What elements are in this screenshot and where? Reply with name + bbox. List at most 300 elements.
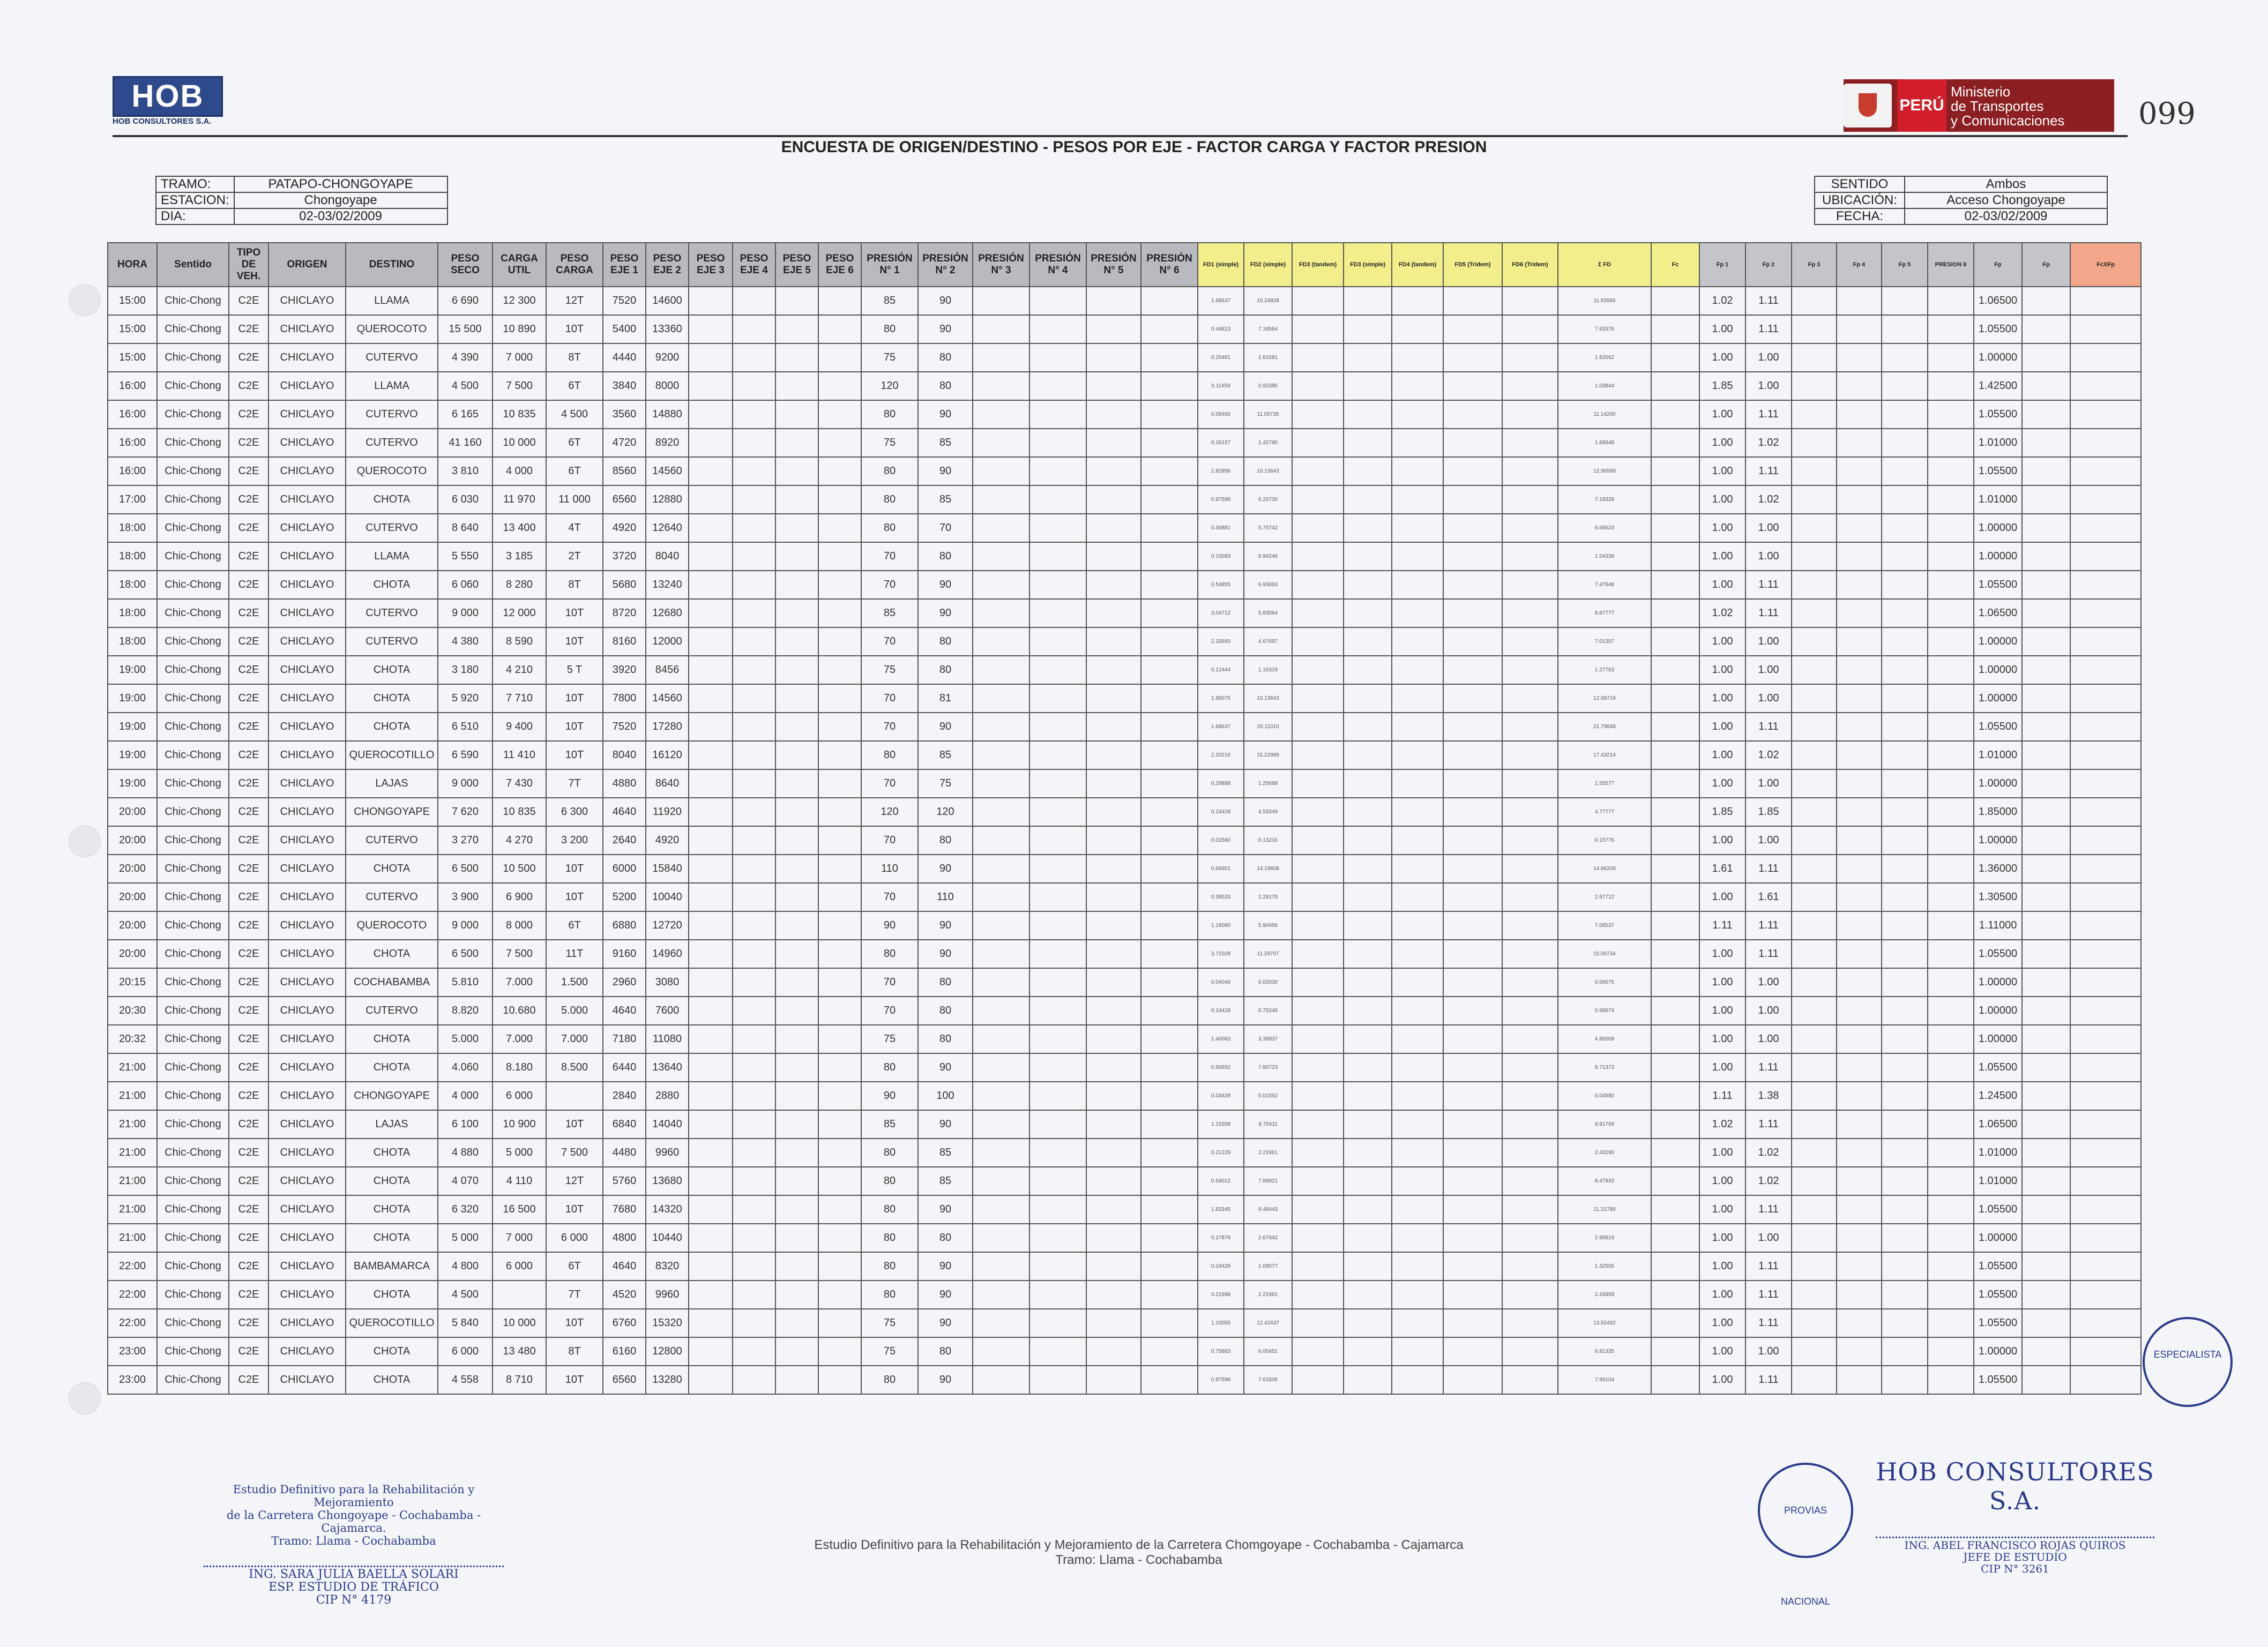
table-cell — [2070, 1366, 2141, 1394]
table-cell — [1292, 1167, 1344, 1195]
table-cell: 1.00 — [1745, 656, 1792, 684]
table-cell: 6 690 — [438, 287, 493, 315]
table-row — [108, 343, 2141, 372]
table-cell: 10 000 — [493, 429, 546, 457]
table-cell: 90 — [861, 1082, 918, 1110]
table-cell — [1792, 684, 1837, 713]
table-cell: 1.85000 — [1974, 798, 2022, 826]
table-cell: C2E — [229, 457, 268, 485]
table-cell — [775, 1025, 818, 1053]
table-cell — [973, 485, 1029, 514]
table-cell: 9 000 — [438, 769, 493, 798]
table-cell: 1.11 — [1745, 400, 1792, 429]
table-cell — [1392, 1053, 1443, 1082]
table-cell — [818, 599, 861, 627]
table-cell: QUEROCOTILLO — [346, 741, 438, 769]
table-cell — [1928, 485, 1974, 514]
column-header: PRESIÓN N° 6 — [1141, 243, 1198, 287]
table-cell — [1882, 1224, 1928, 1252]
table-cell — [1928, 343, 1974, 372]
table-cell — [1928, 883, 1974, 911]
table-cell — [689, 1195, 733, 1224]
table-cell — [1792, 798, 1837, 826]
table-cell: 1.05500 — [1974, 1053, 2022, 1082]
table-cell: COCHABAMBA — [346, 968, 438, 997]
table-cell — [818, 855, 861, 883]
table-cell — [1792, 457, 1837, 485]
table-cell: 1.15358 — [1198, 1110, 1244, 1139]
table-cell — [2070, 571, 2141, 599]
table-row — [108, 571, 2141, 599]
column-header: FD4 (tandem) — [1392, 243, 1443, 287]
table-cell: 6 030 — [438, 485, 493, 514]
table-cell — [973, 1281, 1029, 1309]
table-cell — [1882, 514, 1928, 542]
table-cell: 1.05500 — [1974, 1252, 2022, 1281]
table-cell: 7680 — [603, 1195, 646, 1224]
table-cell: 1.00 — [1745, 968, 1792, 997]
table-cell — [733, 1252, 775, 1281]
table-cell — [973, 1110, 1029, 1139]
table-cell: 16:00 — [108, 400, 157, 429]
table-cell — [1882, 1082, 1928, 1110]
table-cell — [1141, 514, 1198, 542]
table-cell: 3720 — [603, 542, 646, 571]
table-cell: CUTERVO — [346, 627, 438, 656]
table-cell — [1502, 684, 1558, 713]
signature-line: JEFE DE ESTUDIO — [1963, 1551, 2067, 1563]
table-cell — [775, 1309, 818, 1337]
table-cell — [1882, 798, 1928, 826]
footer-left-block — [204, 1483, 504, 1607]
table-cell: CHICLAYO — [268, 627, 346, 656]
column-header: PRESIÓN N° 2 — [918, 243, 973, 287]
table-cell: 90 — [918, 940, 973, 968]
table-cell — [1882, 1337, 1928, 1366]
table-cell: C2E — [229, 911, 268, 940]
table-cell — [1141, 798, 1198, 826]
table-cell — [1837, 457, 1882, 485]
footer-line: Estudio Definitivo para la Rehabilitación y Mejoramiento de la Carretera Chomgoyape - Cochabamba - Cajamarca — [814, 1538, 1464, 1552]
table-cell — [1928, 911, 1974, 940]
table-cell: 1.00000 — [1974, 656, 2022, 684]
table-cell: 5.810 — [438, 968, 493, 997]
table-cell — [733, 741, 775, 769]
table-cell: 14320 — [646, 1195, 689, 1224]
table-cell — [1837, 400, 1882, 429]
table-cell: 6 320 — [438, 1195, 493, 1224]
table-cell — [2070, 883, 2141, 911]
table-cell: 6 000 — [493, 1082, 546, 1110]
table-cell: QUEROCOTILLO — [346, 1309, 438, 1337]
table-cell: 9 400 — [493, 713, 546, 741]
column-header: PRESIÓN N° 1 — [861, 243, 918, 287]
table-cell — [733, 599, 775, 627]
table-cell: 2.43190 — [1558, 1139, 1651, 1167]
table-cell — [733, 684, 775, 713]
table-cell — [973, 287, 1029, 315]
table-cell: 10 500 — [493, 855, 546, 883]
table-cell: 4 270 — [493, 826, 546, 855]
table-cell: 18:00 — [108, 599, 157, 627]
table-cell: 120 — [861, 798, 918, 826]
table-cell: 6880 — [603, 911, 646, 940]
table-cell: 80 — [918, 343, 973, 372]
table-cell: 6.20730 — [1244, 485, 1292, 514]
table-cell: 12 300 — [493, 287, 546, 315]
table-cell — [1837, 1025, 1882, 1053]
table-cell: 11.05735 — [1244, 400, 1292, 429]
table-cell: 90 — [918, 713, 973, 741]
table-cell — [1029, 1224, 1086, 1252]
table-cell — [1837, 997, 1882, 1025]
table-cell — [689, 542, 733, 571]
table-cell — [775, 713, 818, 741]
table-cell — [1882, 485, 1928, 514]
info-value: Acceso Chongoyape — [1905, 192, 2107, 208]
table-cell — [973, 343, 1029, 372]
table-cell — [733, 1110, 775, 1139]
table-cell — [1292, 1110, 1344, 1139]
table-row — [108, 485, 2141, 514]
table-cell: CHICLAYO — [268, 1053, 346, 1082]
table-cell — [1651, 826, 1699, 855]
table-cell — [2022, 940, 2070, 968]
table-cell — [1292, 997, 1344, 1025]
table-cell — [1928, 1139, 1974, 1167]
table-cell — [2070, 997, 2141, 1025]
table-cell — [1502, 826, 1558, 855]
table-cell — [689, 1281, 733, 1309]
table-cell: 7.18328 — [1558, 485, 1651, 514]
table-cell — [1651, 287, 1699, 315]
table-cell — [775, 940, 818, 968]
table-cell — [1392, 1309, 1443, 1337]
table-cell: 1.27763 — [1558, 656, 1651, 684]
table-cell: CHICLAYO — [268, 287, 346, 315]
table-cell: CUTERVO — [346, 400, 438, 429]
table-cell — [1029, 1082, 1086, 1110]
table-cell: 2.82956 — [1198, 457, 1244, 485]
table-cell: 1.00 — [1699, 542, 1745, 571]
table-cell — [2070, 855, 2141, 883]
column-header: ORIGEN — [268, 243, 346, 287]
table-cell — [1141, 1110, 1198, 1139]
table-cell: 1.02 — [1745, 1167, 1792, 1195]
table-cell: 80 — [861, 1195, 918, 1224]
table-cell — [1792, 826, 1837, 855]
table-cell: 14560 — [646, 684, 689, 713]
table-row — [108, 656, 2141, 684]
table-cell: 15:00 — [108, 343, 157, 372]
table-cell: 12.08719 — [1558, 684, 1651, 713]
table-cell — [1443, 997, 1502, 1025]
table-cell — [1086, 1025, 1141, 1053]
table-cell: CHICLAYO — [268, 1224, 346, 1252]
table-cell — [1792, 1337, 1837, 1366]
table-cell — [1882, 571, 1928, 599]
table-cell — [1292, 485, 1344, 514]
table-cell: 20:15 — [108, 968, 157, 997]
table-cell: 0.38533 — [1198, 883, 1244, 911]
column-header: DESTINO — [346, 243, 438, 287]
table-cell: 110 — [861, 855, 918, 883]
table-cell: 13 400 — [493, 514, 546, 542]
column-header: FD6 (Tridem) — [1502, 243, 1558, 287]
table-cell — [733, 1309, 775, 1337]
table-cell — [1392, 1337, 1443, 1366]
table-cell — [818, 826, 861, 855]
table-cell: 80 — [861, 1281, 918, 1309]
table-cell: BAMBAMARCA — [346, 1252, 438, 1281]
table-cell: CHOTA — [346, 1167, 438, 1195]
table-cell — [1344, 315, 1392, 343]
table-cell: 5 T — [546, 656, 603, 684]
table-cell: 1.00 — [1699, 400, 1745, 429]
table-cell — [1837, 1281, 1882, 1309]
table-cell — [818, 1082, 861, 1110]
table-cell: CHICLAYO — [268, 883, 346, 911]
table-cell: 85 — [918, 1139, 973, 1167]
table-cell — [1086, 315, 1141, 343]
table-cell — [1344, 1139, 1392, 1167]
table-cell: 10T — [546, 684, 603, 713]
table-cell: 3 270 — [438, 826, 493, 855]
table-cell — [1837, 1337, 1882, 1366]
table-cell: 6T — [546, 372, 603, 400]
table-cell — [1392, 1082, 1443, 1110]
table-cell — [1086, 684, 1141, 713]
table-cell: 4880 — [603, 769, 646, 798]
table-cell — [1837, 514, 1882, 542]
table-cell — [1029, 485, 1086, 514]
table-cell — [1086, 1053, 1141, 1082]
table-cell: 1.06500 — [1974, 1110, 2022, 1139]
table-cell: CHICLAYO — [268, 400, 346, 429]
table-cell: 90 — [918, 287, 973, 315]
table-cell: 0.24428 — [1198, 997, 1244, 1025]
table-cell: 13360 — [646, 315, 689, 343]
table-cell: 8560 — [603, 457, 646, 485]
info-label: TRAMO: — [156, 176, 234, 192]
table-cell: 16:00 — [108, 372, 157, 400]
table-cell — [1029, 542, 1086, 571]
table-cell — [2070, 911, 2141, 940]
table-cell: QUEROCOTO — [346, 457, 438, 485]
table-cell: 1.05500 — [1974, 571, 2022, 599]
column-header: Fp 4 — [1837, 243, 1882, 287]
table-cell — [1392, 343, 1443, 372]
table-cell: 12720 — [646, 911, 689, 940]
table-cell — [2070, 400, 2141, 429]
table-cell — [1443, 1082, 1502, 1110]
table-cell: 1.08077 — [1244, 1252, 1292, 1281]
table-cell: CHOTA — [346, 656, 438, 684]
table-cell — [1882, 713, 1928, 741]
table-cell: 1.00000 — [1974, 769, 2022, 798]
table-row — [108, 911, 2141, 940]
table-cell: 0.24428 — [1198, 1252, 1244, 1281]
table-cell: 80 — [861, 315, 918, 343]
table-cell — [818, 1110, 861, 1139]
table-cell — [1141, 997, 1198, 1025]
table-cell: Chic-Chong — [157, 1139, 229, 1167]
table-cell: 0.58012 — [1198, 1167, 1244, 1195]
table-cell — [1502, 769, 1558, 798]
table-cell: 80 — [861, 1167, 918, 1195]
table-cell — [1502, 514, 1558, 542]
table-cell — [973, 798, 1029, 826]
table-cell — [1651, 1195, 1699, 1224]
column-header: Fp 1 — [1699, 243, 1745, 287]
table-cell — [775, 429, 818, 457]
table-cell: 1.01000 — [1974, 1167, 2022, 1195]
survey-table — [107, 242, 2142, 1395]
table-cell — [818, 940, 861, 968]
table-cell: 5 840 — [438, 1309, 493, 1337]
table-cell: 14960 — [646, 940, 689, 968]
table-cell: 1.00000 — [1974, 1337, 2022, 1366]
table-cell: 1.05500 — [1974, 1366, 2022, 1394]
table-cell: 2.20216 — [1198, 741, 1244, 769]
table-cell: 1.11 — [1745, 599, 1792, 627]
table-cell: 90 — [918, 1281, 973, 1309]
table-cell — [1344, 1337, 1392, 1366]
ministry-line: y Comunicaciones — [1951, 113, 2065, 129]
table-cell — [2022, 542, 2070, 571]
company-logo: HOB — [113, 76, 223, 117]
table-cell — [1086, 429, 1141, 457]
table-cell — [1392, 968, 1443, 997]
table-cell — [1651, 713, 1699, 741]
table-cell — [1029, 400, 1086, 429]
table-cell — [1928, 798, 1974, 826]
table-cell: 8640 — [646, 769, 689, 798]
table-cell: 85 — [918, 429, 973, 457]
table-cell — [733, 514, 775, 542]
table-cell — [1792, 713, 1837, 741]
table-cell — [1292, 1053, 1344, 1082]
table-cell: 7.000 — [546, 1025, 603, 1053]
table-cell: CHICLAYO — [268, 429, 346, 457]
table-cell: 1.30500 — [1974, 883, 2022, 911]
table-cell: 11.29707 — [1244, 940, 1292, 968]
table-cell: CHICLAYO — [268, 826, 346, 855]
table-cell: 5680 — [603, 571, 646, 599]
table-cell — [1882, 911, 1928, 940]
table-cell: 7 500 — [546, 1139, 603, 1167]
table-cell: 22:00 — [108, 1252, 157, 1281]
table-cell — [1928, 627, 1974, 656]
table-cell: 5.000 — [546, 997, 603, 1025]
table-cell — [1086, 798, 1141, 826]
table-cell — [1086, 1110, 1141, 1139]
table-cell — [689, 684, 733, 713]
table-cell — [1792, 997, 1837, 1025]
table-cell: 80 — [861, 1366, 918, 1394]
table-cell: 9.91769 — [1558, 1110, 1651, 1139]
table-cell — [1502, 911, 1558, 940]
table-cell — [2022, 571, 2070, 599]
table-cell — [1029, 1110, 1086, 1139]
table-cell — [1141, 1309, 1198, 1337]
table-cell: 1.00 — [1745, 997, 1792, 1025]
table-cell — [775, 968, 818, 997]
table-cell: 7.000 — [493, 968, 546, 997]
table-cell — [973, 1252, 1029, 1281]
table-cell: 8T — [546, 343, 603, 372]
table-cell — [1651, 315, 1699, 343]
specialist-stamp — [2143, 1317, 2233, 1407]
table-cell: C2E — [229, 826, 268, 855]
table-cell: LLAMA — [346, 287, 438, 315]
table-cell — [1928, 1167, 1974, 1195]
table-cell: 75 — [861, 1309, 918, 1337]
table-cell: 5 920 — [438, 684, 493, 713]
table-cell — [1928, 1110, 1974, 1139]
table-cell: C2E — [229, 769, 268, 798]
table-cell — [1086, 627, 1141, 656]
table-cell — [1392, 1195, 1443, 1224]
table-cell — [1928, 315, 1974, 343]
table-cell: C2E — [229, 1309, 268, 1337]
table-cell — [1392, 457, 1443, 485]
table-cell: 1.11 — [1745, 911, 1792, 940]
table-row — [108, 1025, 2141, 1053]
table-cell: 110 — [918, 883, 973, 911]
table-cell — [775, 1195, 818, 1224]
table-cell — [733, 1224, 775, 1252]
table-cell — [1086, 1224, 1141, 1252]
table-cell: CHICLAYO — [268, 997, 346, 1025]
table-row — [108, 372, 2141, 400]
table-cell — [2070, 1224, 2141, 1252]
table-row — [108, 599, 2141, 627]
table-cell — [1141, 769, 1198, 798]
table-cell — [1443, 1337, 1502, 1366]
table-cell — [1837, 287, 1882, 315]
table-cell: CHICLAYO — [268, 684, 346, 713]
footer-right-block — [1876, 1457, 2154, 1575]
table-cell: 3840 — [603, 372, 646, 400]
table-cell — [2070, 968, 2141, 997]
table-cell: 2880 — [646, 1082, 689, 1110]
table-cell: 16120 — [646, 741, 689, 769]
table-cell — [1292, 571, 1344, 599]
table-cell: C2E — [229, 1025, 268, 1053]
table-cell — [1928, 1366, 1974, 1394]
table-cell: 1.00 — [1699, 940, 1745, 968]
table-cell — [1086, 1082, 1141, 1110]
table-cell: CHICLAYO — [268, 769, 346, 798]
table-cell — [1344, 400, 1392, 429]
table-cell — [1443, 372, 1502, 400]
table-cell — [818, 997, 861, 1025]
table-cell: 15 500 — [438, 315, 493, 343]
table-cell: C2E — [229, 1139, 268, 1167]
table-cell: 3080 — [646, 968, 689, 997]
table-cell: 1.32505 — [1558, 1252, 1651, 1281]
table-cell: 9960 — [646, 1139, 689, 1167]
table-cell: 0.27879 — [1198, 1224, 1244, 1252]
table-cell — [1292, 826, 1344, 855]
table-cell — [1086, 457, 1141, 485]
table-cell — [2070, 485, 2141, 514]
table-cell — [1502, 713, 1558, 741]
table-cell — [1837, 684, 1882, 713]
table-cell: Chic-Chong — [157, 684, 229, 713]
table-cell — [775, 343, 818, 372]
